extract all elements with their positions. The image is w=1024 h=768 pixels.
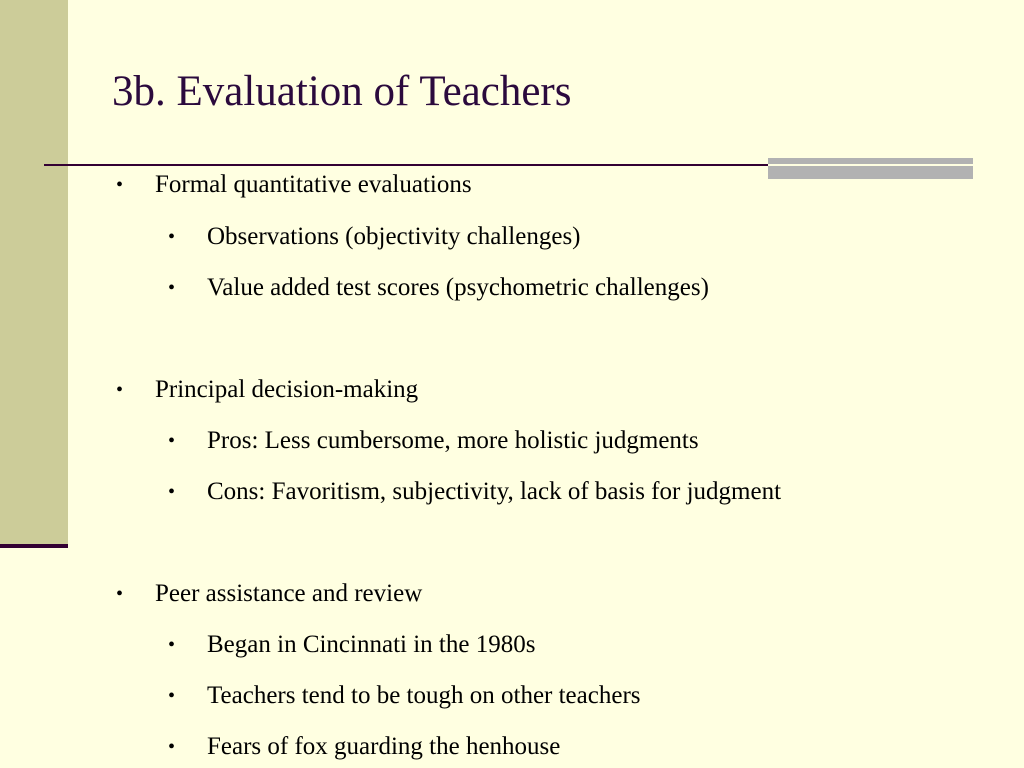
sub-bullet-text: Pros: Less cumbersome, more holistic judgments: [207, 427, 699, 454]
bullet-text: Formal quantitative evaluations: [155, 171, 472, 198]
bullet-dot: •: [168, 226, 176, 248]
bullet-dot: •: [168, 481, 176, 503]
sub-bullet-text: Teachers tend to be tough on other teachers: [207, 682, 641, 709]
sub-bullet-text: Fears of fox guarding the henhouse: [207, 733, 561, 760]
sub-bullet-text: Observations (objectivity challenges): [207, 223, 581, 250]
sub-bullet-text: Began in Cincinnati in the 1980s: [207, 631, 536, 658]
sub-bullet-text: Value added test scores (psychometric challenges): [207, 274, 709, 301]
bullet-dot: •: [116, 583, 124, 605]
bullet-dot: •: [168, 736, 176, 758]
bullet-dot: •: [116, 174, 124, 196]
bullet-text: Principal decision-making: [155, 376, 419, 403]
sub-bullet-text: Cons: Favoritism, subjectivity, lack of basis for judgment: [207, 478, 782, 505]
slide-title: 3b. Evaluation of Teachers: [112, 68, 572, 115]
bullet-text: Peer assistance and review: [155, 580, 423, 607]
bullet-dot: •: [168, 634, 176, 656]
bullet-dot: •: [168, 277, 176, 299]
bullet-dot: •: [168, 430, 176, 452]
bullet-dot: •: [168, 685, 176, 707]
bullet-dot: •: [116, 379, 124, 401]
